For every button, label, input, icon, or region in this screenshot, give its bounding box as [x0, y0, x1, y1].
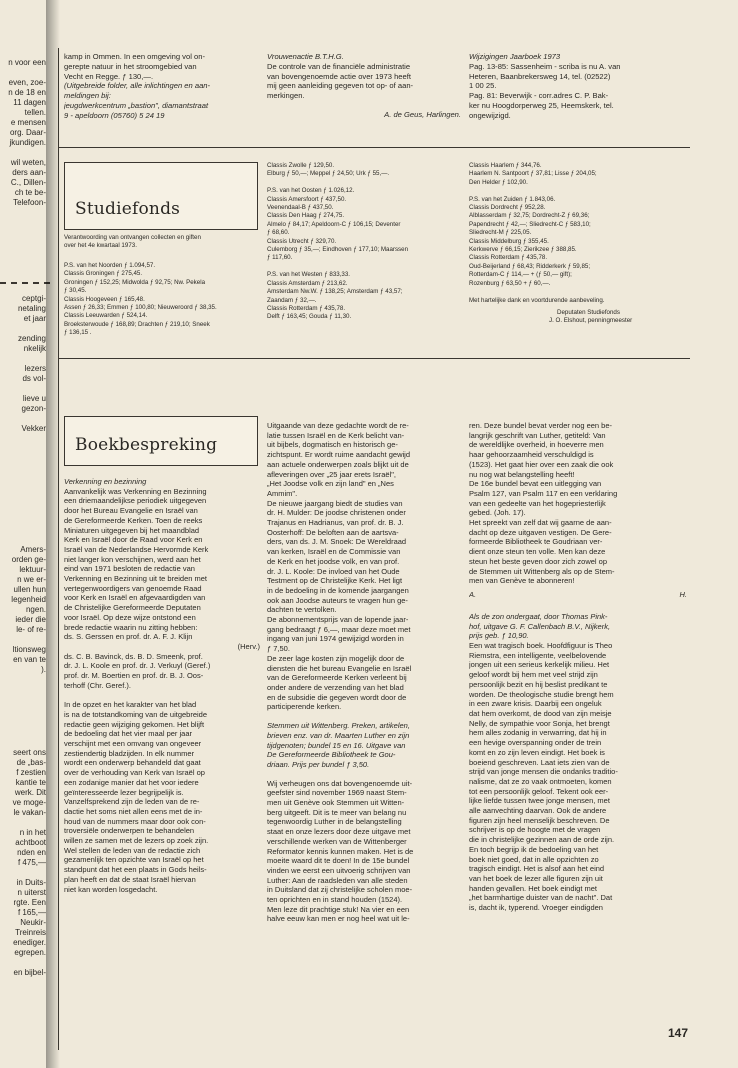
gutter-line: even, zoe- — [8, 78, 46, 87]
top-col2-title: Vrouwenactie B.T.H.G. — [267, 52, 344, 61]
top-column-3 — [469, 52, 691, 137]
gutter-line: le- of re- — [16, 625, 46, 634]
gutter-line: kantie te — [15, 778, 46, 787]
top-col3-text: Pag. 13-85: Sassenheim - scriba is nu A. van Heteren, Baanbrekersweg 14, tel. (02522) 1 00 25. Pag. 81: Beverwijk - corr.adres C. P. Bak- ker nu Hoogdorperweg 25, Heemskerk, tel. ongewijzigd. — [469, 61, 621, 120]
boek-column-2 — [267, 421, 461, 1055]
studiefonds-column-3: Classis Haarlem ƒ 344,76. Haarlem N. Santpoort ƒ 37,81; Lisse ƒ 204,05; Den Helder ƒ 102,90. P.S. van het Zuiden ƒ 1.843,06. Classis Dordrecht ƒ 952,28. Alblasserdam ƒ 32,75; Dordrecht-Z ƒ 69,36; Papendrecht ƒ 42,—; Sliedrecht-C ƒ 583,10; Sliedrecht-M ƒ 225,05. Classis Middelburg ƒ 355,45. Kerkwerve ƒ 66,15; Zierikzee ƒ 388,85. Classis Rotterdam ƒ 435,78. Oud-Beijerland ƒ 68,43; Ridderkerk ƒ 59,85; Rotterdam-C ƒ 114,— + (ƒ 50,— gift); Rozenburg ƒ 63,50 + ƒ 60,—. Met hartelijke dank en voortdurende aanbeveling. Deputaten Studiefonds J. O. Elshout, penningmeester — [469, 162, 691, 352]
gutter-line: ieder die — [15, 615, 46, 624]
gutter-line: f 475,— — [17, 858, 46, 867]
boek-col1-text-b: ds. C. B. Bavinck, ds. B. D. Smeenk, prof. dr. J. L. Koole en prof. dr. J. Verkuyl (Geref.) prof. dr. M. Boertien en prof. dr. B. J. Oos- terhoff (Chr. Geref.). In de opzet en het karakter van het blad is na de totstandkoming van de uitgebreide redactie geen wijziging gekomen. Het blijft de bedoeling dat het vier maal per jaar verschijnt met een omvang van ongeveer zestiendertig bladzijden. In elk nummer wordt een onderwerp behandeld dat gaat over de verhouding van Kerk van Israël op een zodanige manier dat het voor iedere geïnteresseerde lezer begrijpelijk is. Vanzelfsprekend zijn de leden van de re- dactie het soms niet allen eens met de in- houd van de nummers maar door ook con- troversiële onderwerpen te behandelen willen ze samen met de lezers op zoek zijn. Wel stellen de leden van de redactie zich gezamenlijk ten opzichte van Israël op het standpunt dat het een plaats in Gods heils- plan heeft en dat de staat Israël hiervan niet kan worden losgedacht. — [64, 651, 211, 894]
gutter-line: f 165,— — [17, 908, 46, 917]
boek-col1-text: Aanvankelijk was Verkenning en Bezinning een driemaandelijkse periodiek uitgegeven door het Bureau Evangelie en Israël van de Gereformeerde Kerken. Toen de reeks Miniaturen uitgegeven bij het maandblad Kerk en Israël door de Raad voor Kerk en Israël van de Nederlandse Hervormde Kerk niet langer kon verschijnen, werd aan het eind van 1971 besloten de redactie van Verkenning en Bezinning uit te breiden met vertegenwoordigers van genoemde Raad voor Kerk en Israël en afgevaardigden van de Christelijke Gereformeerde Deputaten voor Israël. Op deze wijze ontstond een brede redactie waarin nu zitting hebben: ds. S. Gerssen en prof. dr. A. F. J. Klijn — [64, 486, 209, 642]
gutter-line: n we er- — [17, 575, 46, 584]
gutter-line: wil weten, — [10, 158, 46, 167]
gutter-line: ceptgi- — [21, 294, 46, 303]
gutter-line: ve moge- — [12, 798, 46, 807]
gutter-line: lieve u — [22, 394, 46, 403]
gutter-line: legenheid — [11, 595, 46, 604]
gutter-line: achtboot — [15, 838, 46, 847]
top-column-1 — [64, 52, 260, 132]
gutter-line: enediger. — [13, 938, 46, 947]
studiefonds-intro: Verantwoording van ontvangen collecten en giften over het 4e kwartaal 1973. — [64, 234, 201, 250]
top-col2-text: De controle van de financiële administratie van bovengenoemde actie over 1973 heeft mij geen aanleiding gegeven tot op- of aan- merkingen. — [267, 61, 414, 101]
studiefonds-heading: Studiefonds — [75, 199, 181, 219]
gutter-line: Neukir- — [20, 918, 46, 927]
gutter-line: jkundigen. — [9, 138, 46, 147]
boek-col1-title: Verkenning en bezinning — [64, 477, 147, 486]
gutter-line: orden ge- — [11, 555, 46, 564]
top-col2-signature: A. de Geus, Harlingen. — [384, 109, 461, 119]
boek-column-3 — [469, 421, 691, 1021]
gutter-line: nkelijk — [23, 344, 46, 353]
gutter-line: n in het — [19, 828, 46, 837]
gutter-line: lezers — [24, 364, 46, 373]
gutter-line: ). — [41, 665, 46, 674]
studiefonds-signature-1: Deputaten Studiefonds — [557, 308, 620, 316]
gutter-line: C., Dillen- — [10, 178, 46, 187]
gutter-line: Treinreis — [15, 928, 46, 937]
gutter-line: Amers- — [20, 545, 46, 554]
boek-col3-text: ren. Deze bundel bevat verder nog een be- langrijk geschrift van Luther, getiteld: Van de wereldlijke overheid, in hoeverre men haar gehoorzaamheid verschuldigd is (1523). Het gaat hier over een zaak die ook nu nog wat belangstelling heeft! De 16e bundel bevat een uitlegging van Psalm 127, van Psalm 117 en een verklaring van een gedeelte van het hogepriesterlijk gebed. (Joh. 17). Het spreekt van zelf dat wij gaarne de aan- dacht op deze uitgaven vestigen. De Gere- formeerde Bibliotheek te Goudriaan ver- dient onze steun ten volle. Men kan deze steun het beste geven door zich zowel op de Stemmen uit Wittenberg als op de Stem- men van Genève te abonneren! — [469, 421, 618, 586]
previous-page-gutter — [0, 0, 52, 1068]
gutter-line: 11 dagen — [13, 98, 46, 107]
top-col1-text: kamp in Ommen. In een omgeving vol on- gerepte natuur in het stroomgebied van Vecht en Regge. ƒ 130,—. — [64, 52, 205, 81]
studiefonds-column-1: P.S. van het Noorden ƒ 1.094,57. Classis Groningen ƒ 275,45. Groningen ƒ 152,25; Midwolda ƒ 92,75; Nw. Pekela ƒ 30,45. Classis Hoogeveen ƒ 165,48. Assen ƒ 26,33; Emmen ƒ 100,80; Nieuweroord ƒ 38,35. Classis Leeuwarden ƒ 524,14. Broeksterwoude ƒ 168,89; Drachten ƒ 219,10; Sneek ƒ 136,15 . — [64, 262, 217, 337]
gutter-line: f zestien — [16, 768, 46, 777]
gutter-line: ullen hun — [13, 585, 46, 594]
gutter-line: nden en — [17, 848, 46, 857]
gutter-line: n uiterst — [17, 888, 46, 897]
gutter-line: de „bas- — [16, 758, 46, 767]
page-number: 147 — [668, 1026, 689, 1040]
gutter-line: tellen. — [24, 108, 46, 117]
boek-column-1: Verkenning en bezinning Aanvankelijk was Verkenning en Bezinning een driemaandelijkse periodiek uitgegeven door het Bureau Evangelie en Israël van de Gereformeerde Kerken. Toen de reeks Miniaturen uitgegeven bij het maandblad Kerk en Israël door de Raad voor Kerk en Israël van de Nederlandse Hervormde Kerk niet langer kon verschijnen, werd aan het eind van 1971 besloten de redactie van Verkenning en Bezinning uit te breiden met vertegenwoordigers van genoemde Raad voor Kerk en Israël en afgevaardigden van de Christelijke Gereformeerde Deputaten voor Israël. Op deze wijze ontstond een brede redactie waarin nu zitting hebben: ds. S. Gerssen en prof. dr. A. F. J. Klijn (Herv.) ds. C. B. Bavinck, ds. B. D. Smeenk, prof. dr. J. L. Koole en prof. dr. J. Verkuyl (Geref.) prof. dr. M. Boertien en prof. dr. B. J. Oos- terhoff (Chr. Geref.). In de opzet en het karakter van het blad is na de totstandkoming van de uitgebreide redactie geen wijziging gekomen. Het blijft de bedoeling dat het vier maal per jaar verschijnt met een omvang van ongeveer zestiendertig bladzijden. In elk nummer wordt een onderwerp behandeld dat gaat over de verhouding van Kerk van Israël op een zodanige manier dat het voor iedere geïnteresseerde lezer begrijpelijk is. Vanzelfsprekend zijn de leden van de re- dactie het soms niet allen eens met de in- houd van de nummers maar door ook con- troversiële onderwerpen te behandelen willen ze samen met de lezers op zoek zijn. Wel stellen de leden van de redactie zich gezamenlijk ten opzichte van Israël op het standpunt dat het een plaats in Gods heils- plan heeft en dat de staat Israël hiervan niet kan worden losgedacht. — [64, 477, 260, 894]
boek-col2-text-b: Wij verheugen ons dat bovengenoemde uit- geefster sind november 1969 naast Stem- men uit Genève ook Stemmen uit Witten- berg uitgeeft. Dit is te meer van belang nu tegenwoordig Luther in de belangstelling staat en onze lezers door deze uitgave met verschillende werken van de Wittenberger Reformator kennis kunnen maken. Het is de moeite waard dit te doen! In de 15e bundel vinden we eerst een uitvoerig schrijven van Luther: Aan de raadsleden van alle steden in Duitsland dat zij christelijke scholen moe- ten oprichten en in stand houden (1524). Men leze dit prachtige stuk! Na vier en een halve eeuw kan men er nog heel wat uit le- — [267, 778, 414, 924]
gutter-line: ngen. — [25, 605, 46, 614]
gutter-rule — [0, 282, 50, 286]
studiefonds-heading-box — [64, 162, 258, 230]
gutter-line: ch te be- — [14, 188, 46, 197]
gutter-line: org. Daar- — [9, 128, 46, 137]
gutter-line: en bijbel- — [13, 968, 46, 977]
gutter-line: rgte. Een — [13, 898, 46, 907]
gutter-line: seert ons — [13, 748, 46, 757]
studiefonds-signature-2: J. O. Elshout, penningmeester — [549, 317, 633, 325]
left-margin-rule — [58, 48, 59, 1050]
gutter-line: in Duits- — [16, 878, 46, 887]
boekbespreking-heading: Boekbespreking — [75, 435, 218, 455]
gutter-line: e mensen — [10, 118, 46, 127]
gutter-line: Vekker — [21, 424, 46, 433]
gutter-line: lektuur- — [19, 565, 46, 574]
gutter-line: en van te — [13, 655, 46, 664]
section-rule-1 — [58, 147, 690, 148]
gutter-line: ltionsweg — [12, 645, 46, 654]
gutter-line: zending — [17, 334, 46, 343]
boek-col3-signature: A. H. — [469, 589, 687, 599]
gutter-line: werk. Dit — [14, 788, 46, 797]
gutter-line: Telefoon- — [13, 198, 46, 207]
gutter-line: egrepen. — [14, 948, 46, 957]
boek-col3-text-b: Een wat tragisch boek. Hoofdfiguur is Theo Riemstra, een intelligente, veelbelovende jongen uit een serieus kerkelijk milieu. Het geloof wordt bij hem met veel strijd zijn persoonlijk bezit en hij beslist predikant te worden. De theologische studie brengt hem in een zware krisis. Daarbij een ongeluk dat hem overkomt, de dood van zijn meisje Nelly, de sympathie voor Sonja, het brengt hem alles zodanig in verwarring, dat hij in een hevige overspanning onder de trein komt en zo zijn leven eindigt. Het boek is boeiend geschreven. Laat iets zien van de strijd van jonge mensen die ondanks traditio- nalisme, dat ze zo vaak ontmoeten, komen tot een persoonlijk geloof. Tekent ook eer- lijke liefde tussen twee jonge mensen, met alle aanvechting daarvan. Ook de andere figuren zijn heel menselijk beschreven. De schrijver is op de hoogte met de vragen die in christelijke gezinnen aan de orde zijn. En toch begrijp ik de bedoeling van het boek niet goed, dat in alle opzichten zo tragisch eindigt. Het is alsof aan het eind van het boek de lezer alle figuren zijn uit handen gevallen. Het boek eindigt met „het barmhartige duister van de nacht". Dat is, dacht ik, typerend. Vroeger eindigden — [469, 641, 618, 913]
gutter-line: et jaar — [23, 314, 46, 323]
section-rule-2 — [58, 358, 690, 359]
gutter-line: n voor een — [8, 58, 46, 67]
boekbespreking-heading-box — [64, 416, 258, 466]
top-col3-title: Wijzigingen Jaarboek 1973 — [469, 52, 561, 61]
top-col1-contact: (Uitgebreide folder, alle inlichtingen en aan- meldingen bij: jeugdwerkcentrum „bastion", diamantstraat 9 - apeldoorn (05760) 5 24 19 — [64, 81, 211, 120]
boek-col3-title: Als de zon ondergaat, door Thomas Pink- hof, uitgave G. F. Callenbach B.V., Nijkerk, prijs geb. ƒ 10,90. — [469, 611, 611, 641]
studiefonds-column-2: Classis Zwolle ƒ 129,50. Elburg ƒ 50,—; Meppel ƒ 24,50; Urk ƒ 55,—. P.S. van het Oosten ƒ 1.026,12. Classis Amersfoort ƒ 437,50. Veenendaal-B ƒ 437,50. Classis Den Haag ƒ 274,75. Almelo ƒ 84,17; Apeldoorn-C ƒ 106,15; Deventer ƒ 68,60. Classis Utrecht ƒ 329,70. Culemborg ƒ 35,—; Eindhoven ƒ 177,10; Maarssen ƒ 117,60. P.S. van het Westen ƒ 833,33. Classis Amsterdam ƒ 213,62. Amsterdam Nw.W. ƒ 138,25; Amsterdam ƒ 43,57; Zaandam ƒ 32,—. Classis Rotterdam ƒ 435,78. Delft ƒ 163,45; Gouda ƒ 11,30. — [267, 162, 409, 321]
gutter-line: ds vol- — [22, 374, 46, 383]
gutter-line: netaling — [17, 304, 46, 313]
gutter-line: le vakan- — [13, 808, 46, 817]
gutter-line: n de 18 en — [8, 88, 46, 97]
boek-col2-text: Uitgaande van deze gedachte wordt de re- latie tussen Israël en de Kerk belicht van- uit bijbels, dogmatisch en historisch ge- zichtspunt. Er wordt ruime aandacht gewijd aan actuele onderwerpen zoals blijkt uit de afleveringen over „25 jaar erets Israël", „Het Joodse volk en zijn land" en „Nes Ammim". De nieuwe jaargang biedt de studies van dr. H. Mulder: De joodse christenen onder Trajanus en Hadrianus, van prof. dr. B. J. Oosterhoff: De beloften aan de aartsva- ders, van ds. J. M. Snoek: De Wereldraad van kerken, Israël en de Commissie van de Kerk en het joodse volk, en van prof. dr. J. L. Koole: De invloed van het Oude Testment op de Christelijke Kerk. Het ligt in de bedoeling in de komende jaargangen ook aan Joodse auteurs te vragen hun ge- dachten te vertolken. De abonnementsprijs van de lopende jaar- gang bedraagt ƒ 6,—, maar deze moet met ingang van juni 1974 gewijzigd worden in ƒ 7,50. De zeer lage kosten zijn mogelijk door de diensten die het bureau Evangelie en Israël van de Gereformeerde Kerken verleent bij onder andere de verzending van het blad en de subsidie die gegeven wordt door de participerende kerken. — [267, 421, 412, 712]
gutter-line: ders aan- — [12, 168, 46, 177]
boek-col2-title: Stemmen uit Wittenberg. Preken, artikelen, brieven enz. van dr. Maarten Luther en zijn tijdgenoten; bundel 15 en 16. Uitgave van De Gereformeerde Bibliotheek te Gou- driaan. Prijs per bundel ƒ 3,50. — [267, 721, 410, 769]
gutter-line: gezon- — [21, 404, 46, 413]
top-column-2 — [267, 52, 461, 137]
